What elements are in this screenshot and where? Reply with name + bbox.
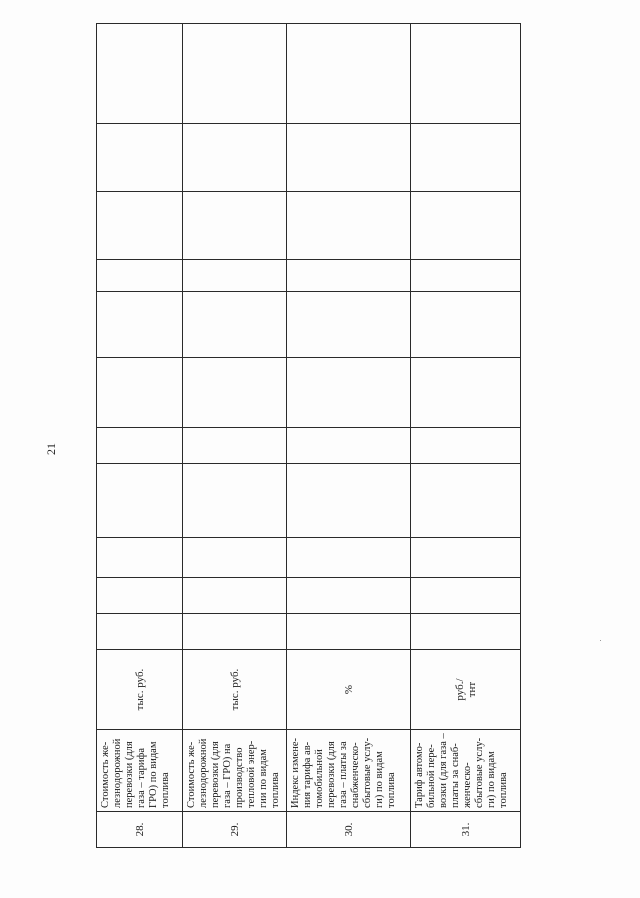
empty-cell <box>97 292 183 358</box>
empty-cell <box>287 24 411 124</box>
row-number: 31. <box>411 812 521 848</box>
row-unit: % <box>287 650 411 730</box>
row-name: Стоимость же- лезнодорожной перевозки (для газа – ГРО) на производство тепловой энер- гии по видам топлива <box>183 730 287 812</box>
empty-cell <box>183 24 287 124</box>
empty-cell <box>183 292 287 358</box>
empty-cell <box>97 192 183 260</box>
empty-cell <box>411 614 521 650</box>
table-row <box>183 24 287 848</box>
row-number: 30. <box>287 812 411 848</box>
empty-cell <box>287 538 411 578</box>
row-name: Индекс измене- ния тарифа ав- томобильной перевозки (для газа – платы за снабженческо- сбытовые услу- ги) по видам топлива <box>287 730 411 812</box>
empty-cell <box>97 614 183 650</box>
row-name: Стоимость же- лезнодорожной перевозки (для газа – тарифа ГРО) по видам топлива <box>97 730 183 812</box>
empty-cell <box>411 192 521 260</box>
empty-cell <box>183 428 287 464</box>
data-table <box>96 23 521 848</box>
empty-cell <box>183 614 287 650</box>
empty-cell <box>287 428 411 464</box>
row-name: Тариф автомо- бильной пере- возки (для газа – платы за снаб- женческо- сбытовые услу- ги) по видам топлива <box>411 730 521 812</box>
empty-cell <box>97 124 183 192</box>
rotated-table-container <box>96 24 520 848</box>
empty-cell <box>97 464 183 538</box>
table-row <box>97 24 183 848</box>
empty-cell <box>411 464 521 538</box>
page-number: 21 <box>44 443 58 455</box>
empty-cell <box>411 538 521 578</box>
empty-cell <box>411 358 521 428</box>
empty-cell <box>183 260 287 292</box>
empty-cell <box>97 578 183 614</box>
empty-cell <box>287 260 411 292</box>
empty-cell <box>97 358 183 428</box>
empty-cell <box>287 192 411 260</box>
row-number: 28. <box>97 812 183 848</box>
empty-cell <box>411 24 521 124</box>
empty-cell <box>183 124 287 192</box>
empty-cell <box>183 578 287 614</box>
empty-cell <box>183 538 287 578</box>
empty-cell <box>287 464 411 538</box>
empty-cell <box>97 260 183 292</box>
table-row <box>411 24 521 848</box>
empty-cell <box>411 292 521 358</box>
empty-cell <box>183 464 287 538</box>
empty-cell <box>97 24 183 124</box>
row-number: 29. <box>183 812 287 848</box>
empty-cell <box>287 578 411 614</box>
empty-cell <box>183 192 287 260</box>
table-row <box>287 24 411 848</box>
empty-cell <box>97 538 183 578</box>
empty-cell <box>287 124 411 192</box>
empty-cell <box>287 358 411 428</box>
empty-cell <box>183 358 287 428</box>
empty-cell <box>411 578 521 614</box>
empty-cell <box>411 124 521 192</box>
row-unit: тыс. руб. <box>183 650 287 730</box>
empty-cell <box>411 428 521 464</box>
empty-cell <box>411 260 521 292</box>
scan-speck <box>600 640 601 641</box>
row-unit: руб./ тнт <box>411 650 521 730</box>
empty-cell <box>287 614 411 650</box>
row-unit: тыс. руб. <box>97 650 183 730</box>
empty-cell <box>287 292 411 358</box>
empty-cell <box>97 428 183 464</box>
